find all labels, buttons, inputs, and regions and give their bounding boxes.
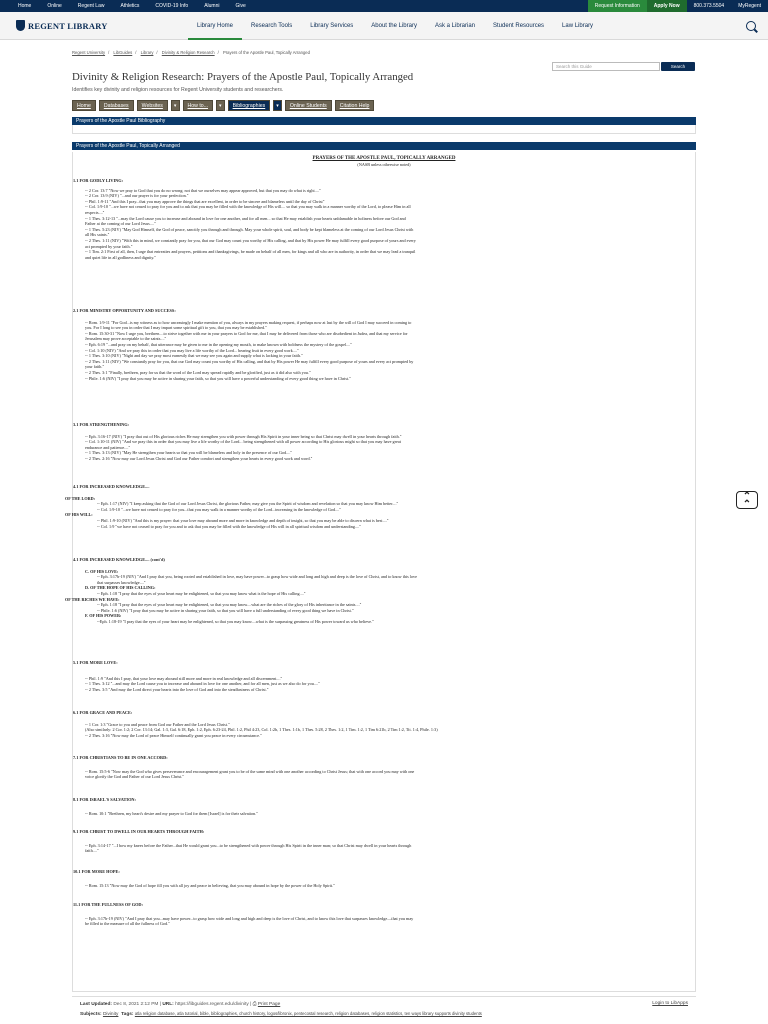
section-heading: 10.1 FOR MORE HOPE: [73, 869, 120, 874]
breadcrumb-item[interactable]: Regent University [72, 50, 106, 55]
tab-how-to[interactable]: How to... [183, 100, 213, 111]
tag-links[interactable]: atla religion database, atla tutorial, bible, bibliographies, church history, logos/libronix, pentecostal research, religion databases, religion statistics, ten ways library supports divinity students [134, 1011, 482, 1016]
verse-line: -- 2 Thes. 3:5 "And may the Lord direct your hearts into the love of God and into the steadfastness of Christ." [85, 686, 269, 692]
section-heading: 11.1 FOR THE FULLNESS OF GOD: [73, 902, 143, 907]
verse-line: Father at the coming of our Lord Jesus...." [85, 221, 156, 227]
verse-line: all His saints." [85, 232, 110, 238]
section-one-accord [73, 755, 697, 780]
verse-line: -- 1 Tim. 2:1 First of all, then, I urge that entreaties and prayers, petitions and thanksgivings, be made on behalf of all men, for kings and all who are in authority, in order that we may lead a tranquil [85, 249, 416, 255]
verse-line: -- Rom. 10:1 "Brethren, my heart's desire and my prayer to God for them [Israel] is for their salvation." [85, 810, 258, 816]
nav-law-library[interactable]: Law Library [562, 22, 594, 29]
chevron-down-icon[interactable]: ▾ [273, 100, 282, 111]
section-heading: 7.1 FOR CHRISTIANS TO BE IN ONE ACCORD: [73, 755, 168, 760]
tab-home[interactable]: Home [72, 100, 96, 111]
verse-line: -- Eph. 3:14-17 "...I bow my knees before the Father...that He would grant you...to be strengthened with power through His Spirit in the inner man; so that Christ may dwell in your hearts through [85, 842, 412, 848]
guide-tabs [72, 100, 374, 111]
verse-line: Jerusalem may prove acceptable to the saints...." [85, 336, 167, 342]
shield-icon [16, 20, 25, 31]
apply-now-button[interactable]: Apply Now [647, 0, 687, 12]
subjects-label: Subjects: [80, 1012, 102, 1017]
footer-subjects [80, 1011, 482, 1017]
utility-link-give[interactable]: Give [235, 3, 246, 9]
tab-websites[interactable]: Websites [137, 100, 168, 111]
verse-line: -- 2 Thes. 1:11 (NIV) "With this in mind, we constantly pray for you, that our God may count you worthy of His calling, and that by His power He may fulfill every good purpose of yours and every [85, 237, 416, 243]
verse-line: -- Col. 1:10 (NIV) "And we pray this in order that you may live a life worthy of the Lord... bearing fruit in every good work...." [85, 347, 299, 353]
breadcrumb-item[interactable]: LibGuides [113, 50, 133, 55]
subsection-heading: OF THE LORD: [65, 495, 96, 501]
subsection-heading: D. OF THE HOPE OF HIS CALLING: [85, 585, 156, 591]
verse-line: -- Phil. 1:9-11 "And this I pray...that you may approve the things that are excellent, in order to be sincere and blameless until the day of Christ" [85, 198, 325, 204]
request-info-button[interactable]: Request Information [588, 0, 647, 12]
subsection-heading: OF HIS WILL: [65, 512, 93, 518]
verse-line: -- 1 Thes. 3:12 "...and may the Lord cause you to increase and abound in love for one another, and for all men, just as we also do for you...." [85, 681, 320, 687]
section-grace-peace [73, 710, 697, 738]
verse-line: -- 1 Thes. 5:23 (NIV) "May God Himself, the God of peace, sanctify you through and through. May your whole spirit, soul, and body be kept blameless at the coming of our Lord Jesus Christ with [85, 226, 414, 232]
verse-line: endurance and patience...." [85, 444, 131, 450]
verse-line: -- Eph. 1:17 (NIV) "I keep asking that the God of our Lord Jesus Christ, the glorious Father, may give you the Spirit of wisdom and revelation so that you may know Him better...." [97, 501, 399, 507]
section-strengthening [73, 422, 697, 462]
main-nav [0, 12, 768, 40]
box-heading-bibliography: Prayers of the Apostle Paul Bibliography [72, 117, 696, 125]
utility-actions [588, 0, 768, 12]
prayers-content [65, 152, 696, 992]
verse-line: -- Phile. 1:6 (NIV) "I pray that you may be active in sharing your faith, so that you will have a full understanding of every good thing we have in Christ." [97, 607, 354, 613]
section-heading: 4.1 FOR INCREASED KNOWLEDGE.... [73, 484, 150, 489]
verse-line: your faith." [85, 364, 105, 370]
verse-line: -- Col. 1:10-11 (NIV) "And we pray this in order that you may live a life worthy of the Lord... being strengthened with all power according to His glorious might so that you may have great [85, 439, 401, 445]
updated-date: Dec 8, 2021 2:12 PM [113, 1002, 159, 1007]
document-subtitle: (NASB unless otherwise noted) [357, 161, 411, 167]
guide-url[interactable]: https://libguides.regent.edu/divinity [175, 1002, 249, 1007]
verse-line: -- Phil. 1:9-10 (NIV) "And this is my prayer: that your love may abound more and more in knowledge and depth of insight, so that you may be able to discern what is best...." [97, 517, 389, 523]
page-title: Divinity & Religion Research: Prayers of the Apostle Paul, Topically Arranged [72, 71, 414, 83]
subject-link[interactable]: Divinity [102, 1012, 119, 1017]
verse-line: be filled to the measure of all the fullness of God." [85, 921, 170, 927]
utility-link-athletics[interactable]: Athletics [120, 3, 140, 9]
verse-line: -- Col. 1:9-10 "...we have not ceased to pray for you and to ask that you may be filled with the knowledge of His will.... so that you may walk in a manner worthy of the Lord, to please Him in all [85, 204, 411, 210]
nav-items [188, 12, 602, 40]
tab-bibliographies[interactable]: Bibliographies [228, 100, 271, 111]
phone-link[interactable]: 800.373.5504 [693, 3, 725, 9]
tab-databases[interactable]: Databases [99, 100, 134, 111]
verse-line: -- 2 Thes. 3:1 "Finally, brethren, pray for us that the word of the Lord may spread rapidly and be glorified, just as it did also with you." [85, 369, 311, 375]
section-knowledge [65, 484, 697, 529]
section-fullness [73, 902, 697, 927]
verse-line: -- Rom. 15:30-31 "Now I urge you, brethren....to strive together with me in your prayers to God for me, that I may be delivered from those who are disobedient in Judea, and that my service for [85, 330, 408, 336]
verse-line: -- 1 Thes. 3:10 (NIV) "Night and day we pray most earnestly that we may see you again and supply what is lacking in your faith." [85, 353, 303, 359]
updated-label: Last Updated: [80, 1002, 112, 1007]
subsection-heading: F. OF HIS POWER: [85, 613, 122, 619]
section-ministry [73, 308, 697, 381]
verse-line: -- Col. 1:9-10 "...we have not ceased to pray for you...that you may walk in a manner worthy of the Lord...increasing in the knowledge of God...." [97, 506, 342, 512]
breadcrumb-item[interactable]: Library [140, 50, 154, 55]
section-heading: 1.1 FOR GODLY LIVING: [73, 178, 124, 183]
section-heading: 2.1 FOR MINISTRY OPPORTUNITY AND SUCCESS: [73, 308, 176, 313]
verse-line: -- Phile. 1:6 (NIV) "I pray that you may be active in sharing your faith, so that you will have a powerful understanding of every good thing we have in Christ." [85, 375, 351, 381]
section-godly-living [73, 178, 697, 260]
document-title: PRAYERS OF THE APOSTLE PAUL, TOPICALLY ARRANGED [312, 156, 456, 161]
myregent-link[interactable]: MyRegent [738, 3, 761, 9]
double-chevron-up-icon: ⌃ ⌃ [742, 491, 752, 510]
utility-link-covid[interactable]: COVID-19 Info [155, 3, 189, 9]
utility-bar [0, 0, 768, 12]
nav-student-resources[interactable]: Student Resources [493, 22, 545, 29]
section-israel [73, 797, 697, 816]
login-libapps-link[interactable]: Login to LibApps [652, 1001, 688, 1006]
section-heading: 8.1 FOR ISRAEL'S SALVATION: [73, 797, 136, 802]
verse-line: -- Rom. 1:9-11 "For God...is my witness as to how unceasingly I make mention of you, always in my prayers making request, if perhaps now at last by the will of God I may succeed in coming to [85, 319, 412, 325]
verse-line: -- 2 Thes. 2:16 "Now may our Lord Jesus Christ and God our Father comfort and strengthen your hearts in every good work and word." [85, 455, 313, 461]
section-heading: 3.1 FOR STRENGTHENING: [73, 422, 129, 427]
verse-line: -- Eph. 3:17b-19 (NIV) "And I pray that you, being rooted and established in love, may have power...to grasp how wide and long and high and deep is the love of Christ, and to know this love [97, 574, 418, 580]
verse-line: -- Rom. 15:5-6 "Now may the God who gives perseverance and encouragement grant you to be of the same mind with one another according to Christ Jesus; that with one accord you may with one [85, 768, 415, 774]
nav-ask-librarian[interactable]: Ask a Librarian [434, 22, 476, 29]
section-more-love [73, 660, 697, 692]
subsection-heading: C. OF HIS LOVE: [85, 568, 119, 574]
verse-line: respects...." [85, 209, 105, 215]
footer-meta: Last Updated: Dec 8, 2021 2:12 PM | URL: https://libguides.regent.edu/divinity | ⎙ Print Page [80, 1002, 281, 1007]
nav-research-tools[interactable]: Research Tools [251, 22, 293, 29]
print-icon: ⎙ [252, 1002, 257, 1007]
tags-label: Tags: [121, 1012, 134, 1017]
chevron-down-icon[interactable]: ▾ [171, 100, 180, 111]
verse-line: (Also similarly: 2 Cor. 1:2; 2 Cor. 13:14; Gal. 1:3, Gal. 6:18, Eph. 1:2, Eph. 6:23-24, Phil. 1:2, Phil 4:23, Col. 1:2b, 1 Thes. 1:1b, 1 Thes. 5:28, 2 Thes. 1:2, 1 Tim. 1:2, 1 Tim 6:21b, 2 Tim 1:2, Tit. 1:4, Phile. 1:3) [85, 727, 438, 733]
verse-line: -- Eph. 6:19 "...and pray on my behalf, that utterance may be given to me in the opening my mouth, to make known with boldness the mystery of the gospel...." [85, 341, 353, 347]
verse-line: -- 2 Cor. 13:9 (NIV) "...and our prayer is for your perfection." [85, 193, 189, 199]
nav-about-library[interactable]: About the Library [371, 22, 417, 29]
section-heading: 9.1 FOR CHRIST TO DWELL IN OUR HEARTS THROUGH FAITH: [73, 829, 205, 834]
print-page-link[interactable]: Print Page [257, 1002, 281, 1007]
url-label: URL: [162, 1002, 174, 1007]
breadcrumb-item[interactable]: Divinity & Religion Research [161, 50, 215, 55]
section-christ-dwell [73, 829, 697, 854]
verse-line: voice glorify the God and Father of our Lord Jesus Christ." [85, 774, 185, 780]
utility-link-regent-law[interactable]: Regent Law [77, 3, 105, 9]
verse-line: -- Eph. 1:18 "I pray that the eyes of your heart may be enlightened, so that you may know....what are the riches of the glory of His inheritance in the saints...." [97, 602, 362, 608]
verse-line: -- 1 Thes. 3:12-13 "...may the Lord cause you to increase and abound in love for one another, and for all men... so that He may establish your hearts unblamable in holiness before our God and [85, 215, 406, 221]
logo-text: REGENT LIBRARY [28, 20, 108, 31]
regent-library-logo[interactable] [0, 20, 188, 31]
verse-line: -- Rom. 15:13 "Now may the God of hope fill you with all joy and peace in believing, that you may abound in hope by the power of the Holy Spirit." [85, 882, 335, 888]
section-heading: 5.1 FOR MORE LOVE: [73, 660, 118, 665]
guide-search-input[interactable]: Search this Guide [552, 62, 660, 71]
tab-citation-help[interactable]: Citation Help [335, 100, 375, 111]
nav-library-services[interactable]: Library Services [310, 22, 354, 29]
breadcrumb: Regent University / LibGuides / Library / Divinity & Religion Research / Prayers of the Apostle Paul, Topically Arranged [72, 50, 310, 55]
section-knowledge-contd [65, 557, 697, 625]
verse-line: faith...." [85, 848, 99, 854]
verse-line: -- Col. 1:9 "we have not ceased to pray for you and to ask that you may be filled with the knowledge of His will in all spiritual wisdom and understanding...." [97, 523, 361, 529]
guide-search-button[interactable]: Search [661, 62, 695, 71]
section-heading: 6.1 FOR GRACE AND PEACE: [73, 710, 133, 715]
scroll-to-top-button[interactable] [736, 491, 758, 509]
utility-link-online[interactable]: Online [47, 3, 62, 9]
utility-links [0, 3, 254, 9]
verse-line: -- Eph. 1:18 "I pray that the eyes of your heart may be enlightened, so that you may know what is the hope of His calling...." [97, 590, 306, 596]
verse-line: -- 1 Thes. 3:13 (NIV) "May He strengthen your hearts so that you will be blameless and holy in the presence of our God...." [85, 450, 293, 456]
verse-line: and quiet life in all godliness and dignity." [85, 254, 156, 260]
verse-line: you. For I long to see you in order that I may impart some spiritual gift to you, that you may be established." [85, 325, 267, 331]
verse-line: -- 2 Cor. 13:7 "Now we pray to God that you do no wrong; not that we ourselves may appear approved, but that you may do what is right...." [85, 187, 321, 193]
guide-description: Identifies key divinity and religion resources for Regent University students and researchers. [72, 87, 284, 93]
verse-line: --Eph. 1:18-19 "I pray that the eyes of your heart may be enlightened, so that you may know....what is the surpassing greatness of His power toward us who believe." [97, 618, 374, 624]
subsection-heading: OF THE RICHES WE HAVE: [65, 596, 120, 602]
breadcrumb-current: Prayers of the Apostle Paul, Topically Arranged [222, 50, 310, 55]
verse-line: -- 2 Thes. 1:11 (NIV) "We constantly pray for you, that our God may count you worthy of His calling, and that by His power He may fulfill every good purpose of yours and every act prompted by [85, 358, 414, 364]
utility-link-home[interactable]: Home [18, 3, 32, 9]
verse-line: -- 1 Cor. 1:3 "Grace to you and peace from God our Father and the Lord Jesus Christ." [85, 721, 230, 727]
verse-line: that surpasses knowledge...." [97, 579, 146, 585]
tab-online-students[interactable]: Online Students [285, 100, 332, 111]
section-hope [73, 869, 697, 888]
box-heading-prayers: Prayers of the Apostle Paul, Topically Arranged [72, 142, 696, 150]
box-bibliography [72, 125, 696, 134]
chevron-down-icon[interactable]: ▾ [216, 100, 225, 111]
section-heading: 4.1 FOR INCREASED KNOWLEDGE.... (cont'd) [73, 557, 165, 562]
utility-link-alumni[interactable]: Alumni [204, 3, 220, 9]
verse-line: -- Phil. 1:9 "And this I pray, that your love may abound still more and more in real knowledge and all discernment...." [85, 675, 283, 681]
verse-line: -- Eph. 3:16-17 (NIV) "I pray that out of His glorious riches He may strengthen you with power through His Spirit in your inner being so that Christ may dwell in your hearts through faith." [85, 433, 402, 439]
search-icon[interactable] [746, 21, 756, 31]
guide-footer [72, 996, 696, 1020]
verse-line: -- Eph. 3:17b-19 (NIV) "And I pray that you...may have power...to grasp how wide and long and high and deep is the love of Christ, and to know this love that surpasses knowledge—that you may [85, 915, 414, 921]
nav-library-home[interactable]: Library Home [188, 12, 242, 40]
verse-line: -- 2 Thes. 3:16 "Now may the Lord of peace Himself continually grant you peace in every circumstance." [85, 732, 262, 738]
verse-line: act prompted by your faith." [85, 243, 133, 249]
